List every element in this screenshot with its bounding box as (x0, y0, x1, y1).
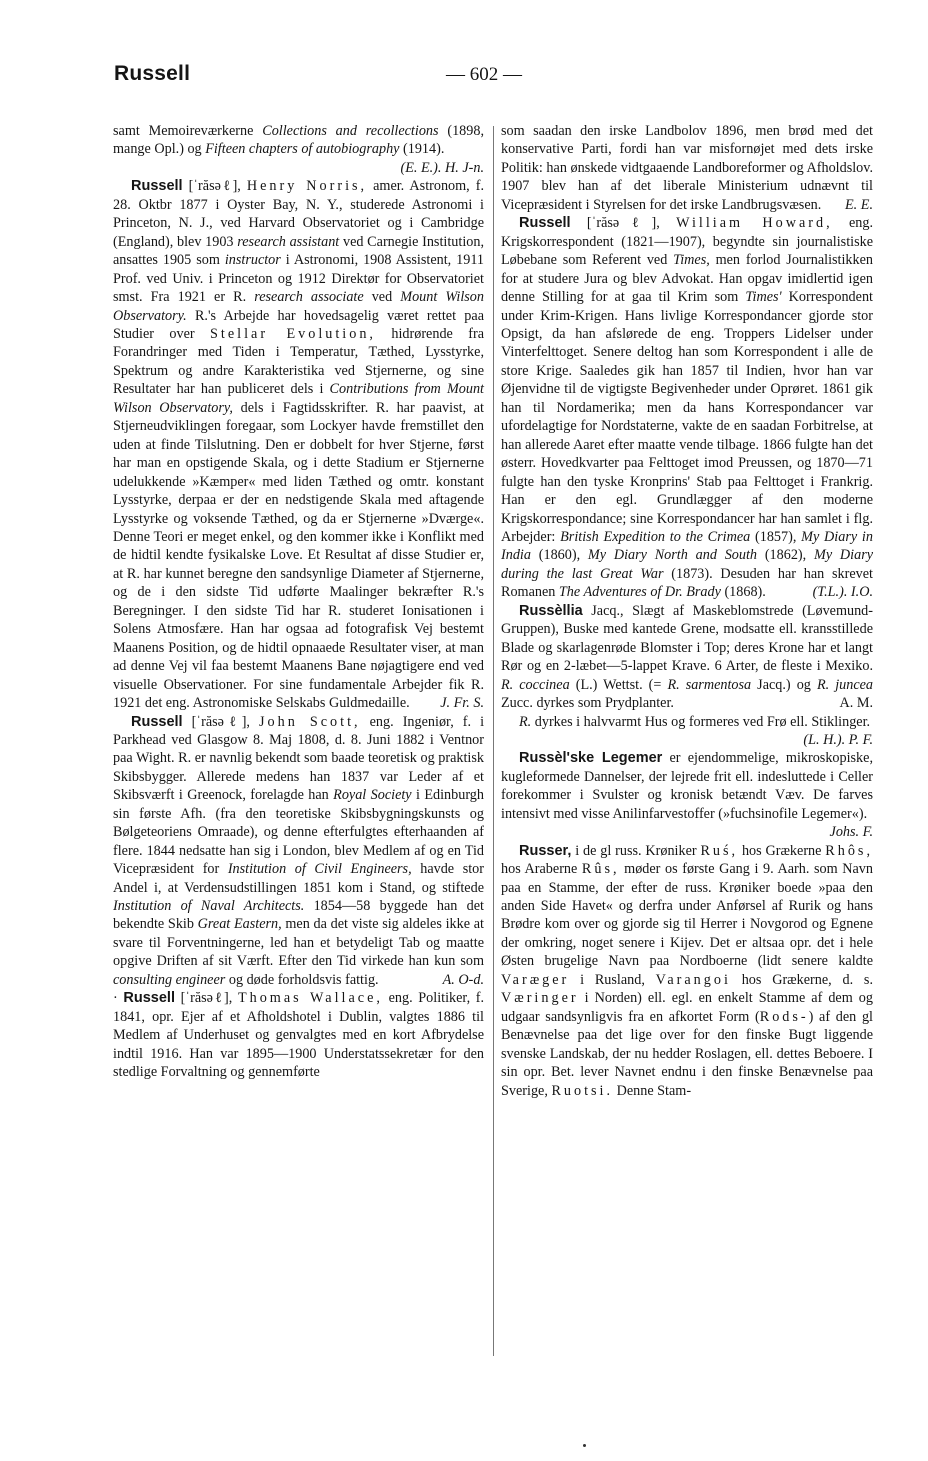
author-signature: J. Fr. S. (440, 695, 484, 712)
running-head: Russell (114, 62, 191, 85)
author-signature: Johs. F. (829, 824, 873, 841)
author-signature: (T.L.). I.O. (812, 584, 873, 601)
entry-william-howard-russell: Russell [ˈrăsəℓ], William Howard, eng. Krigskorrespondent (1821—1907), begyndte sin journalistiske Løbebane som Referent ved Times, men forlod Journalistikken for at studere Jura og blev Advokat. Han opgav imidlertid igen denne Stilling for at gaa til Krim som Times' Korrespondent under Krim-Krigen. Hans livlige Korrespondancer gjorde stor Opsigt, da han afslørede de eng. Troppers Lidelser under Vinterfelttoget. Senere deltog han som Korrespondent i alle de store Krige. Saaledes gik han 1857 til Indien, hvor han var Øjenvidne til de vigtigste Begivenheder under Oprøret. 1861 gik han til Nordamerika; men da hans Korrespondancer var ufordelagtige for Nordstaterne, vakte de en saadan Forbitrelse, at han allerede Aaret efter maatte vende tilbage. 1866 fulgte han det østerr. Hovedkvarter paa Felttoget imod Preussen, og 1870—71 fulgte han den tyske Kronprins' Stab paa Felttoget i Frankrig. Han er den egl. Grundlægger af den moderne Krigskorrespondance; sine Korrespondancer har han samlet i flg. Arbejder: British Expedition to the Crimea (1857), My Diary in India (1860), My Diary North and South (1862), My Diary during the last Great War (1873). Desuden har han skrevet Romanen The Adventures of Dr. Brady (1868). (T.L.). I.O. (501, 215, 874, 601)
person-name: Henry Norris, (246, 178, 368, 195)
entry-russellia-cultivation: R. dyrkes i halvvarmt Hus og formeres ved Frø ell. Stiklinger. (L. H.). P. F. (519, 713, 873, 748)
headword: Russell (123, 990, 175, 1007)
column-divider (493, 126, 494, 1356)
pronunciation: [ˈrăsəℓ], (191, 713, 250, 730)
entry-thomas-wallace-russell: · Russell [ˈrăsəℓ], Thomas Wallace, eng. Politiker, f. 1841, opr. Ejer af et Afholdshotel i Dublin, valgtes 1886 til Medlem af Underhuset og genvalgtes med en kort Afbrydelse indtil 1916. Han var 1895—1900 Understatssekretær for den stedlige Forvaltning og gennemførte (113, 990, 485, 1081)
right-column (501, 122, 873, 1100)
person-name: Thomas Wallace, (237, 990, 383, 1007)
entry-henry-norris-russell: Russell [ˈrăsəℓ], Henry Norris, amer. Astronom, f. 28. Oktbr 1877 i Oyster Bay, N. Y., studerede Astronomi i Princeton, N. J., ved Harvard Observatoriet og i Cambridge (England), blev 1903 research assistant ved Carnegie Institution, ansattes 1905 som instructor i Astronomi, 1908 Assistent, 1911 Prof. ved Univ. i Princeton og 1912 Direktør for Observatoriet smst. Fra 1921 er R. research associate ved Mount Wilson Observatory. R.'s Arbejde har hovedsagelig været rettet paa Studier over Stellar Evolution, hidrørende fra Forandringer med Tiden i Temperatur, Tæthed, Lysstyrke, Spektrum og andre Karakteristika ved Stjernerne, og sine Resultater har han publiceret dels i Contributions from Mount Wilson Observatory, dels i Fagtidsskrifter. R. har paavist, at Stjerneudviklingen foregaar, som Lockyer havde fremstillet den uden at finde Tilslutning. Den er dobbelt for hver Stjerne, først har man en opstigende Skala, og i dette Stadium er Stjernerne udelukkende »Kæmper« med liden Tæthed og omtr. konstant Lysstyrke, derpaa er der en nedstigende Skala med aftagende Lysstyrke og voksende Tæthed, og da er Stjernerne »Dværge«. Denne Teori er meget enkel, og den kommer ikke i Konflikt med de hidtil kendte fysikalske Love. Et Resultat af disse Studier er, at R. har kunnet beregne den sandsynlige Diameter af Stjernerne, og de i den sidste Tid udførte Maalinger bekræfter R.'s Beregninger. I den sidste Tid har R. studeret Ionisationen i Solens Atmosfære. Han har ogsaa ad fotografisk Vej bestemt Maanens Position, og de hidtil opnaaede Resultater viser, at man ad denne Vej vil faa bestemt Maanens Bane nøjagtigere end ved visuelle Observationer. For sine fundamentale Arbejder fik R. 1921 det eng. Astronomiske Selskabs Guldmedaille. J. Fr. S. (113, 178, 485, 712)
entry-continuation: samt Memoireværkerne Collections and recollections (1898, mange Opl.) og Fifteen chapters of autobiography (1914). (E. E.). H. J-n. (113, 123, 484, 176)
headword: Russell (131, 713, 183, 730)
left-column (113, 122, 484, 1082)
pronunciation: [ˈrăsəℓ], (586, 215, 660, 232)
person-name: John Scott, (259, 713, 361, 730)
headword: Russer, (519, 842, 572, 859)
entry-russer: Russer, i de gl russ. Krøniker Ruś, hos Grækerne Rhôs, hos Araberne Rûs, møder os første Gang i 9. Aarh. som Navn paa en Stamme, der efter de russ. Krøniker boede »paa den anden Side Havet« og derfra under Anførsel af Rurik og hans Brødre kom over og gjorde sig til Herrer i Novgorod og Egnene der omkring, noget senere i Kijev. Det er altsaa opr. det i hele Østen brugelige Navn paa Nordboerne (lidt senere kaldte Varæger i Rusland, Varangoi hos Grækerne, d. s. Væringer i Norden) ell. egl. en enkelt Stamme af dem og udgaar sandsynligvis fra en afkortet Form (Rods-) af den gl Benævnelse paa det lige over for den finske Bugt liggende svenske Landskab, der nu hedder Roslagen, ell. dettes Beboere. I sin opr. Bet. lever Navnet endnu i den finske Benævnelse paa Sverige, Ruotsi. Denne Stam- (501, 842, 873, 1099)
pronunciation: [ˈrăsəℓ], (188, 178, 241, 195)
headword: Russell (131, 178, 183, 195)
headword: Russell (519, 215, 571, 232)
headword: Russèl'ske Legemer (519, 750, 663, 767)
entry-russellia: Russèllia Jacq., Slægt af Maskeblomstrede (Løvemund-Gruppen), Buske med kantede Grene, modsatte ell. kransstillede Blade og skarlagenrøde Blomster i Top; deres Krone har et langt Rør og en 2-læbet—5-lappet Krave. 6 Arter, de fleste i Mexiko. R. coccinea (L.) Wettst. (= R. sarmentosa Jacq.) og R. juncea Zucc. dyrkes som Prydplanter. A. M. (501, 602, 874, 712)
page-number: — 602 — (446, 64, 522, 85)
author-signature: (L. H.). P. F. (803, 731, 873, 748)
author-signature: A. O-d. (442, 971, 484, 988)
entry-john-scott-russell: Russell [ˈrăsəℓ], John Scott, eng. Ingeniør, f. i Parkhead ved Glasgow 8. Maj 1808, d. 8. Juni 1882 i Ventnor paa Wight. R. er navnlig bekendt som baade teoretisk og praktisk Skibsbygger. Allerede medens han 1837 var Leder af et Skibsværft i Greenock, forelagde han Royal Society i Edinburgh sin første Afh. (fra den teoretiske Skibsbygningskunsts og Bølgeteoriens Omraade), og denne efterfulgtes efterhaanden af flere. 1844 nedsatte han sig i London, blev Medlem af og en Tid Vicepræsident for Institution of Civil Engineers, havde stor Andel i, at Verdensudstillingen 1851 kom i Stand, og stiftede Institution of Naval Architects. 1854—58 byggede han det bekendte Skib Great Eastern, men da det viste sig aldeles ikke at svare til Forventningerne, led han et betydeligt Tab og maatte opgive Driften af sit Værft. Efter den Tid virkede han kun som consulting engineer og døde forholdsvis fattig. A. O-d. (113, 713, 485, 988)
pronunciation: [ˈrăsəℓ], (180, 990, 233, 1007)
author-signature: (E. E.). H. J-n. (400, 159, 484, 176)
author-signature: E. E. (845, 196, 873, 213)
headword: Russèllia (519, 602, 583, 619)
entry-continuation: som saadan den irske Landbolov 1896, men brød med det konservative Parti, fordi han var misfornøjet med dets irske Politik: han ønskede vidtgaaende Landboreformer og Afholdslov. 1907 blev han af det liberale Ministerium udnævnt til Vicepræsident i Styrelsen for det irske Landbrugsvæsen. E. E. (501, 123, 873, 213)
author-signature: A. M. (839, 695, 873, 712)
scan-speck (583, 1444, 586, 1447)
entry-russellske-legemer: Russèl'ske Legemer er ejendommelige, mikroskopiske, kugleformede Dannelser, der lejrede frit ell. indesluttede i Celler forekommer i Svulster og kronisk betændt Væv. De farves intensivt med visse Anilinfarvestoffer (»fuchsinofile Legemer«). Johs. F. (501, 750, 873, 841)
person-name: William Howard, (676, 215, 833, 232)
